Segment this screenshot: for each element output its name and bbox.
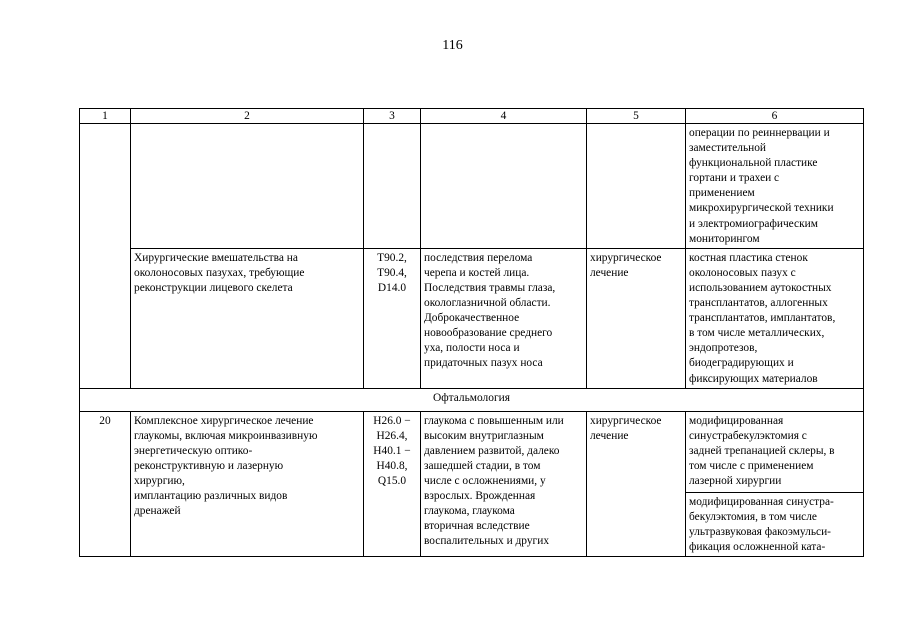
cell-empty xyxy=(364,124,421,249)
column-header: 6 xyxy=(686,109,864,124)
cell-text-line: T90.2, xyxy=(377,251,407,264)
cell-text-line: глаукомы, включая микроинвазивную xyxy=(134,429,318,442)
cell-text-line: модифицированная синустра- xyxy=(689,495,834,508)
cell-text-line: Последствия травмы глаза, xyxy=(424,281,556,294)
cell-text-line: трансплантатов, имплантатов, xyxy=(689,312,836,325)
cell-text-line: задней трепанацией склеры, в xyxy=(689,444,835,457)
cell-text-line: использованием аутокостных xyxy=(689,281,832,294)
cell-text-line: дренажей xyxy=(134,505,181,518)
cell-text-line: околоносовых пазух с xyxy=(689,266,796,279)
intervention-cell xyxy=(131,248,364,388)
cell-text-line: хирургию, xyxy=(134,474,185,487)
cell-text-line: эндопротезов, xyxy=(689,342,758,355)
cell-text-line: последствия перелома xyxy=(424,251,533,264)
cell-text-line: реконструкции лицевого скелета xyxy=(134,281,293,294)
column-header: 3 xyxy=(364,109,421,124)
cell-text-line: лечение xyxy=(590,266,629,279)
cell-text-line: операции по реиннервации и xyxy=(689,127,830,139)
cell-text-line: воспалительных и других xyxy=(424,535,550,548)
cell-text-line: имплантацию различных видов xyxy=(134,490,288,503)
diagnosis-cell xyxy=(421,248,587,388)
table-row xyxy=(80,124,864,249)
cell-text-line: энергетическую оптико- xyxy=(134,444,253,457)
cell-text-line: вторичная вследствие xyxy=(424,520,530,533)
cell-text-line: Комплексное хирургическое лечение xyxy=(134,414,314,427)
cell-text-line: применением xyxy=(689,187,755,200)
cell-text-line: функциональной пластике xyxy=(689,157,818,170)
cell-text-line: фиксирующих материалов xyxy=(689,372,818,385)
cell-text-line: хирургическое xyxy=(590,251,662,264)
cell-empty xyxy=(131,124,364,249)
cell-text-line: зашедшей стадии, в том xyxy=(424,459,541,472)
treatment-method-cell xyxy=(686,124,864,249)
cell-text-line: взрослых. Врожденная xyxy=(424,490,536,503)
cell-text-line: глаукома, глаукома xyxy=(424,505,515,518)
cell-text-line: хирургическое xyxy=(590,414,662,427)
cell-text-line: микрохирургической техники xyxy=(689,202,834,215)
cell-text-line: придаточных пазух носа xyxy=(424,357,543,370)
cell-text-line: лечение xyxy=(590,429,629,442)
cell-text-line: бекулэктомия, в том числе xyxy=(689,510,817,523)
cell-text-line: H26.0 − xyxy=(373,414,411,427)
cell-text-line: и электромиографическим xyxy=(689,217,818,230)
column-header: 1 xyxy=(80,109,131,124)
column-header: 5 xyxy=(587,109,686,124)
cell-text-line: гортани и трахеи с xyxy=(689,172,780,185)
cell-text-line: уха, полости носа и xyxy=(424,342,520,355)
cell-text-line: Доброкачественное xyxy=(424,312,520,325)
cell-text-line: T90.4, xyxy=(377,266,407,279)
cell-text-line: лазерной хирургии xyxy=(689,474,782,487)
treatment-method-cell xyxy=(686,492,864,556)
cell-text-line: высоким внутриглазным xyxy=(424,429,544,442)
cell-text-line: реконструктивную и лазерную xyxy=(134,459,284,472)
section-row xyxy=(80,388,864,411)
cell-text-line: D14.0 xyxy=(377,281,407,294)
treatment-type-cell xyxy=(587,411,686,556)
cell-text-line: окологлазничной области. xyxy=(424,297,551,310)
cell-text-line: трансплантатов, аллогенных xyxy=(689,297,828,310)
cell-text-line: глаукома с повышенным или xyxy=(424,414,564,427)
column-header-row xyxy=(80,109,864,124)
cell-text-line: в том числе металлических, xyxy=(689,327,825,340)
table-row xyxy=(80,248,864,388)
cell-text-line: том числе с применением xyxy=(689,459,814,472)
cell-text-line: модифицированная xyxy=(689,414,784,427)
cell-empty xyxy=(421,124,587,249)
cell-text-line: заместительной xyxy=(689,142,767,155)
cell-text-line: давлением развитой, далеко xyxy=(424,444,560,457)
column-header: 2 xyxy=(131,109,364,124)
row-number-cell xyxy=(80,124,131,389)
treatment-method-cell xyxy=(686,411,864,492)
cell-text-line: новообразование среднего xyxy=(424,327,553,340)
cell-text-line: синустрабекулэктомия с xyxy=(689,429,807,442)
section-title: Офтальмология xyxy=(80,388,864,411)
cell-empty xyxy=(587,124,686,249)
icd-codes-cell xyxy=(364,411,421,556)
intervention-cell xyxy=(131,411,364,556)
cell-text-line: числе с осложнениями, у xyxy=(424,474,546,487)
treatment-table xyxy=(79,108,864,557)
cell-text-line: H26.4, xyxy=(376,429,408,442)
column-header: 4 xyxy=(421,109,587,124)
row-number: 20 xyxy=(80,411,131,556)
cell-text-line: мониторингом xyxy=(689,232,760,245)
treatment-method-cell xyxy=(686,248,864,388)
cell-text-line: H40.8, xyxy=(376,459,408,472)
cell-text-line: костная пластика стенок xyxy=(689,251,808,264)
cell-text-line: околоносовых пазухах, требующие xyxy=(134,266,305,279)
icd-codes-cell xyxy=(364,248,421,388)
table-row xyxy=(80,411,864,492)
cell-text-line: биодеградирующих и xyxy=(689,357,794,370)
treatment-type-cell xyxy=(587,248,686,388)
cell-text-line: ультразвуковая факоэмульси- xyxy=(689,525,831,538)
cell-text-line: фикация осложненной ката- xyxy=(689,540,826,553)
cell-text-line: черепа и костей лица. xyxy=(424,266,530,279)
cell-text-line: Хирургические вмешательства на xyxy=(134,251,298,264)
cell-text-line: Q15.0 xyxy=(377,474,407,487)
page-number: 116 xyxy=(442,38,463,53)
cell-text-line: H40.1 − xyxy=(373,444,411,457)
diagnosis-cell xyxy=(421,411,587,556)
